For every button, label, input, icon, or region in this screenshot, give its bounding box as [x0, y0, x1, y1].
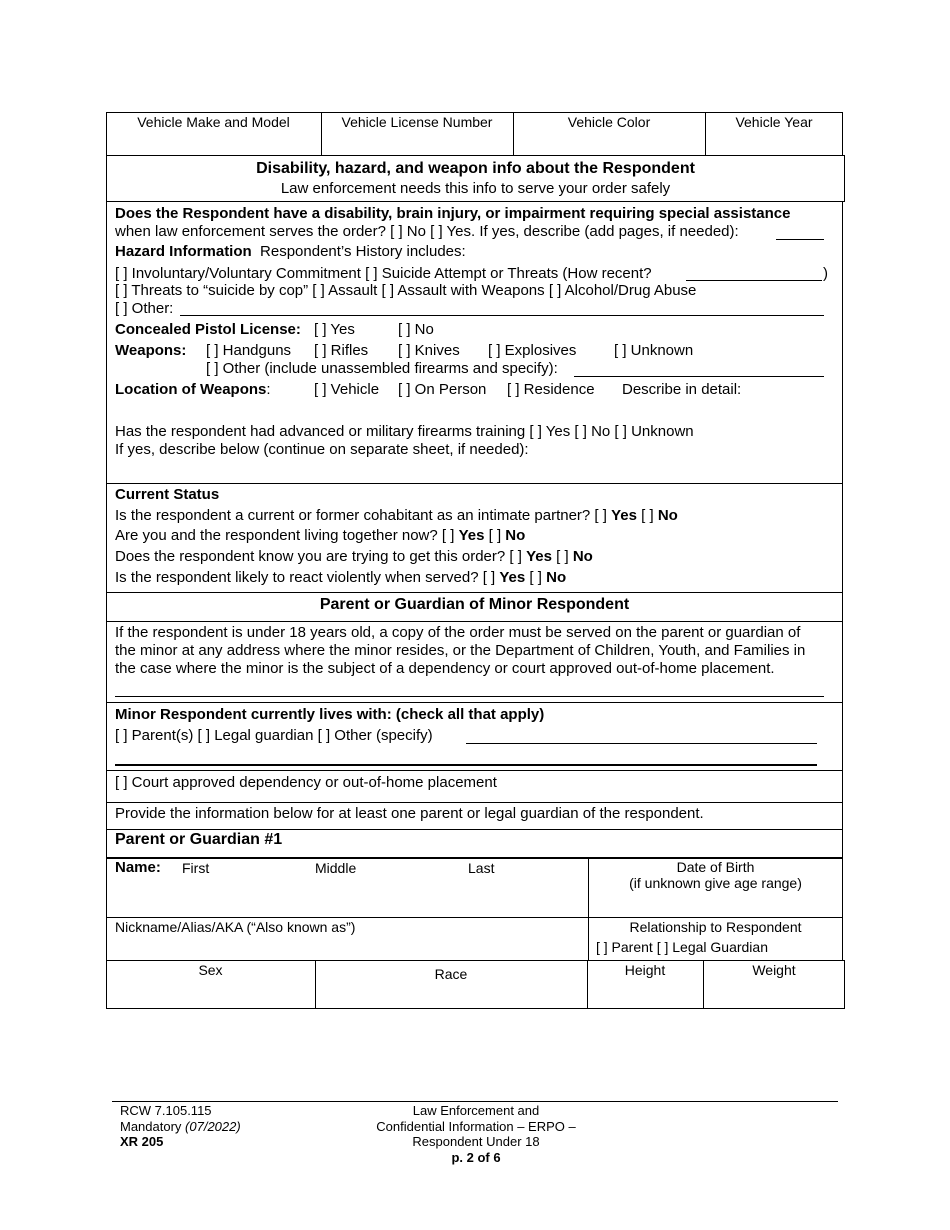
status-q4-no-box: [ ] — [529, 569, 542, 586]
guardian1-first-label[interactable]: First — [182, 860, 210, 876]
guardian1-nickname-label[interactable]: Nickname/Alias/AKA (“Also known as”) — [115, 919, 356, 935]
hazard-line-2[interactable]: [ ] Threats to “suicide by cop” [ ] Assault [ ] Assault with Weapons [ ] Alcohol/Drug Abuse — [115, 282, 697, 299]
firearms-training-followup: If yes, describe below (continue on separate sheet, if needed): — [115, 441, 529, 458]
status-q1-text: Is the respondent a current or former cohabitant as an intimate partner? [ ] — [115, 507, 607, 524]
guardian1-last-label[interactable]: Last — [468, 860, 495, 876]
cpl-no[interactable]: [ ] No — [398, 321, 434, 338]
status-q2[interactable] — [115, 527, 525, 544]
guardian1-middle-label[interactable]: Middle — [315, 860, 357, 876]
guardian1-dob-note: (if unknown give age range) — [629, 875, 802, 891]
weapons-handguns[interactable]: [ ] Handguns — [206, 342, 292, 359]
parent-para-line-1: If the respondent is under 18 years old, a copy of the order must be served on the parent or guardian of — [115, 624, 801, 641]
parent-para-line[interactable] — [115, 696, 824, 697]
guardian1-relationship-options[interactable]: [ ] Parent [ ] Legal Guardian — [596, 939, 768, 955]
footer-rcw: RCW 7.105.115 — [120, 1103, 212, 1118]
lives-with-title: Minor Respondent currently lives with: (check all that apply) — [115, 706, 545, 723]
footer-rule — [112, 1101, 838, 1102]
disability-header-title: Disability, hazard, and weapon info about the Respondent — [256, 160, 695, 177]
location-label-row — [115, 381, 271, 398]
footer-mandatory-label: Mandatory — [120, 1119, 182, 1134]
status-q2-no-box: [ ] — [488, 527, 502, 544]
vehicle-make-model-label: Vehicle Make and Model — [137, 114, 290, 130]
disability-describe-line[interactable] — [776, 239, 824, 240]
status-q1-yes: Yes — [611, 507, 637, 524]
lives-with-other-line[interactable] — [466, 743, 817, 744]
parent-para-line-2: the minor at any address where the minor resides, or the Department of Children, Youth, and Families in — [115, 642, 806, 659]
footer-page-number: p. 2 of 6 — [451, 1150, 501, 1165]
status-q3-no: No — [572, 548, 593, 565]
location-label: Location of Weapons — [115, 381, 267, 398]
status-q3-no-box: [ ] — [556, 548, 569, 565]
location-describe: Describe in detail: — [622, 381, 742, 398]
parent-para-line-3: the case where the minor is the subject of a dependency or court approved out-of-home placement. — [115, 660, 775, 677]
hazard-line-1-end: ) — [823, 265, 828, 282]
location-colon: : — [266, 381, 271, 398]
footer-form-id: XR 205 — [120, 1134, 164, 1149]
hazard-line-1[interactable]: [ ] Involuntary/Voluntary Commitment [ ] Suicide Attempt or Threats (How recent? — [115, 265, 652, 282]
guardian1-relationship-label: Relationship to Respondent — [629, 919, 802, 935]
footer-center-3: Respondent Under 18 — [412, 1134, 540, 1149]
status-q4-no: No — [546, 569, 567, 586]
weapons-knives[interactable]: [ ] Knives — [398, 342, 460, 359]
hazard-other-line[interactable] — [180, 315, 824, 316]
guardian1-name-label: Name: — [115, 859, 161, 876]
weapons-rifles[interactable]: [ ] Rifles — [314, 342, 369, 359]
footer-mandatory-date: (07/2022) — [185, 1119, 241, 1134]
status-q4-yes: Yes — [499, 569, 526, 586]
weapons-explosives[interactable]: [ ] Explosives — [488, 342, 577, 359]
weapons-label: Weapons: — [115, 342, 187, 359]
hazard-other[interactable]: [ ] Other: — [115, 300, 174, 317]
cpl-yes[interactable]: [ ] Yes — [314, 321, 355, 338]
vehicle-license-label: Vehicle License Number — [341, 114, 493, 130]
court-placement-option[interactable]: [ ] Court approved dependency or out-of-home placement — [115, 774, 497, 791]
status-q1-no: No — [657, 507, 678, 524]
status-q3-yes: Yes — [526, 548, 552, 565]
guardian1-race-label[interactable]: Race — [434, 966, 468, 982]
footer-mandatory — [120, 1119, 241, 1134]
status-q2-text: Are you and the respondent living together now? [ ] — [115, 527, 455, 544]
location-residence[interactable]: [ ] Residence — [507, 381, 595, 398]
vehicle-year-label: Vehicle Year — [735, 114, 813, 130]
cpl-label: Concealed Pistol License: — [115, 321, 301, 338]
parent-section-title: Parent or Guardian of Minor Respondent — [319, 596, 630, 613]
status-q2-no: No — [505, 527, 526, 544]
vehicle-color-label: Vehicle Color — [567, 114, 651, 130]
location-on-person[interactable]: [ ] On Person — [398, 381, 487, 398]
status-q4[interactable] — [115, 569, 566, 586]
weapons-unknown[interactable]: [ ] Unknown — [614, 342, 694, 359]
status-q4-text: Is the respondent likely to react violently when served? [ ] — [115, 569, 496, 586]
disability-question-rest[interactable]: when law enforcement serves the order? [ ] No [ ] Yes. If yes, describe (add pages, if needed): — [115, 223, 739, 240]
status-q1[interactable] — [115, 507, 678, 524]
status-q1-no-box: [ ] — [641, 507, 654, 524]
disability-question-bold: Does the Respondent have a disability, brain injury, or impairment requiring special assistance — [115, 205, 791, 222]
how-recent-line[interactable] — [686, 280, 822, 281]
guardian1-dob-label[interactable]: Date of Birth — [676, 859, 755, 875]
weapons-other-line[interactable] — [574, 376, 824, 377]
current-status-title: Current Status — [115, 486, 220, 503]
hazard-info-row — [115, 243, 466, 260]
hazard-label: Hazard Information — [115, 243, 252, 260]
guardian1-title: Parent or Guardian #1 — [115, 831, 283, 848]
status-q3[interactable] — [115, 548, 593, 565]
lives-with-options[interactable]: [ ] Parent(s) [ ] Legal guardian [ ] Other (specify) — [115, 727, 433, 744]
provide-info-text: Provide the information below for at least one parent or legal guardian of the respondent. — [115, 805, 704, 822]
status-q2-yes: Yes — [458, 527, 485, 544]
guardian1-sex-label[interactable]: Sex — [198, 962, 223, 978]
hazard-intro: Respondent’s History includes: — [260, 243, 466, 260]
guardian1-weight-label[interactable]: Weight — [752, 962, 796, 978]
footer-center-1: Law Enforcement and — [412, 1103, 540, 1118]
location-vehicle[interactable]: [ ] Vehicle — [314, 381, 380, 398]
firearms-training-question[interactable]: Has the respondent had advanced or military firearms training [ ] Yes [ ] No [ ] Unknown — [115, 423, 694, 440]
status-q3-text: Does the respondent know you are trying to get this order? [ ] — [115, 548, 522, 565]
lives-with-extra-line[interactable] — [115, 764, 817, 766]
disability-header-subtitle: Law enforcement needs this info to serve your order safely — [280, 180, 671, 197]
footer-center-2: Confidential Information – ERPO – — [376, 1119, 576, 1134]
weapons-other[interactable]: [ ] Other (include unassembled firearms and specify): — [206, 360, 558, 377]
guardian1-height-label[interactable]: Height — [624, 962, 666, 978]
